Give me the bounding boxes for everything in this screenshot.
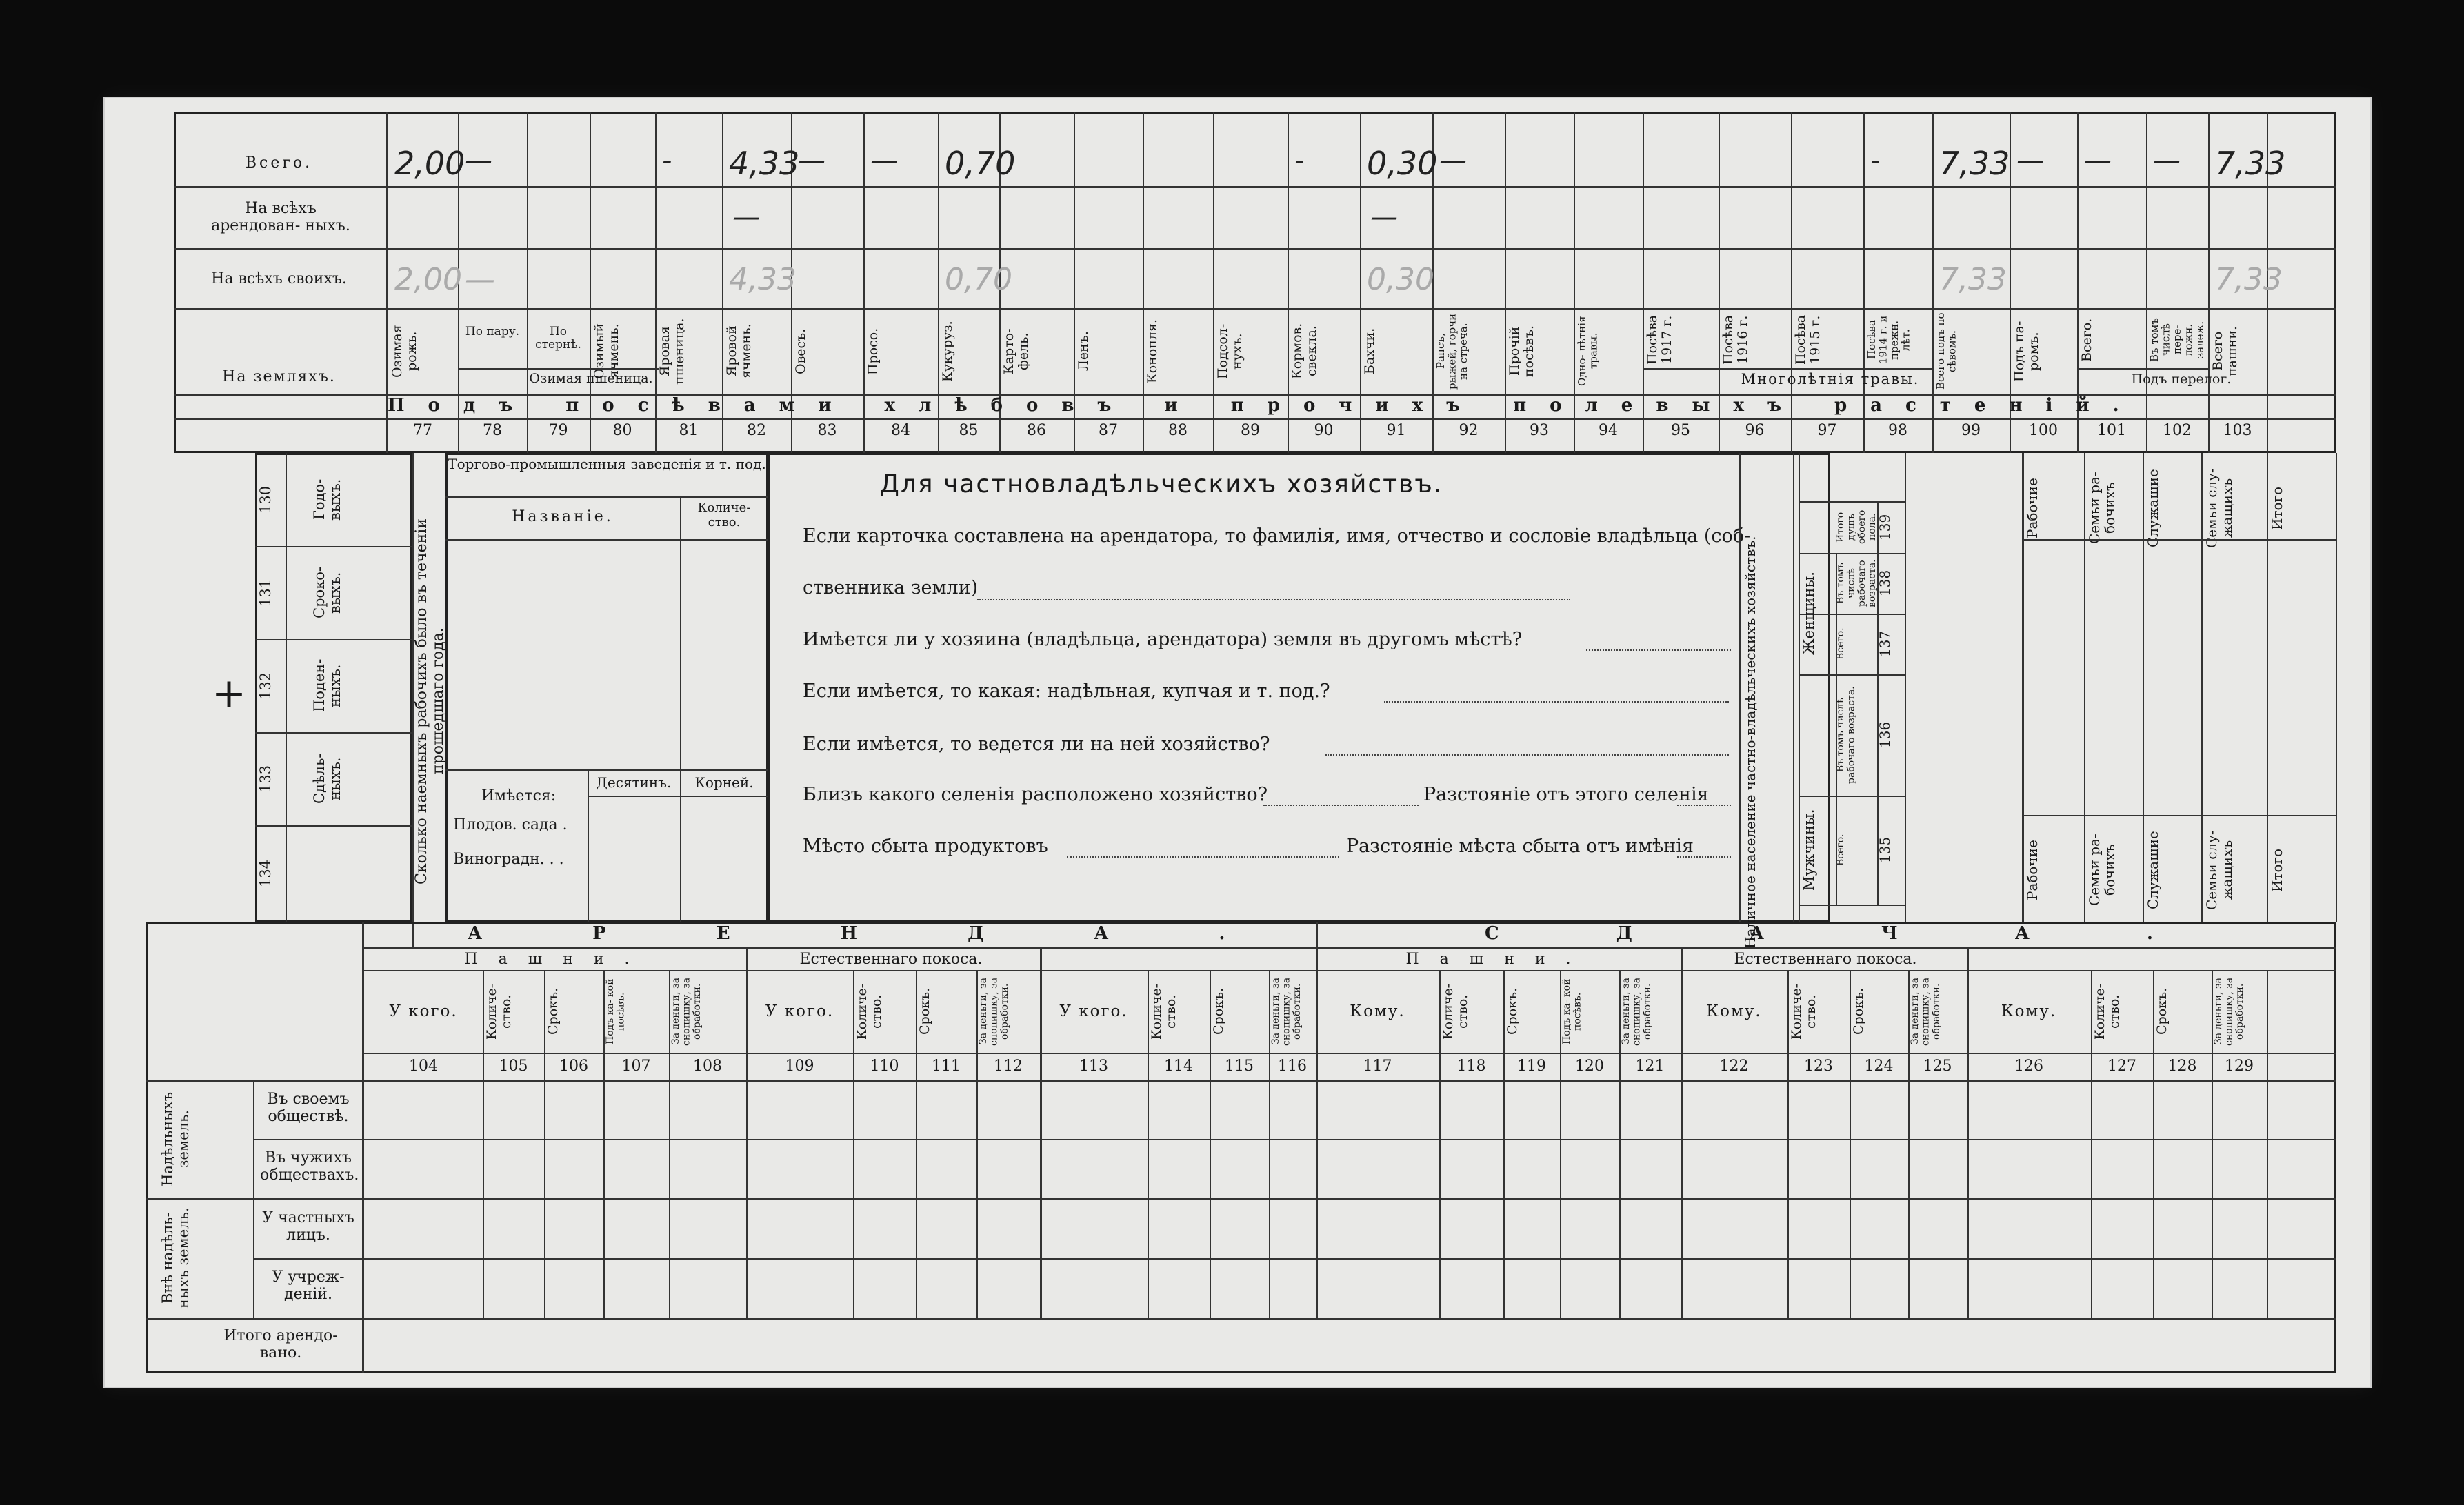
crop-col-label: Всего пашни. [2210, 325, 2240, 377]
lease-head: За деньги, за снопишку, за обработки. [670, 977, 703, 1046]
crop-col-label: Бахчи. [1362, 327, 1377, 375]
pop-cat-top: Семьи слу- жащихъ [2203, 468, 2235, 548]
lease-head: Подъ ка- кой посѣвъ. [605, 978, 627, 1044]
crop-col-number: 97 [1817, 422, 1837, 439]
pop-number: 138 [1876, 569, 1893, 597]
lease-head: Кому. [1706, 1002, 1762, 1020]
lease-number: 123 [1804, 1058, 1833, 1075]
trade-title: Торгово-промышленныя заведенія и т. под. [448, 456, 766, 472]
crop-col-label: Посѣва 1916 г. [1721, 314, 1750, 365]
crop-col-number: 92 [1459, 422, 1479, 439]
trade-korney: Корней. [694, 774, 754, 791]
pop-number: 135 [1876, 836, 1893, 864]
trade-qty-col: Количе- ство. [697, 501, 751, 529]
private-q6b: Разстояніе мѣста сбыта отъ имѣнія [1346, 836, 1694, 857]
handwritten-vsego: - [662, 145, 672, 176]
pop-cat-line [2143, 453, 2144, 922]
pop-cat-line [2022, 539, 2336, 541]
crop-col-number: 94 [1599, 422, 1618, 439]
row-label-arend: На всѣхъ арендован- ныхъ. [211, 200, 350, 235]
pop-row-label: Всего. [1835, 834, 1846, 867]
lease-head: Срокъ. [2154, 987, 2170, 1036]
lease-head: Кому. [1350, 1002, 1405, 1020]
crop-col-number: 102 [2163, 422, 2192, 439]
private-q2: Имѣется ли у хозяина (владѣльца, арендатора) земля въ другомъ мѣстѣ? [803, 629, 1523, 650]
crop-col-number: 93 [1530, 422, 1549, 439]
handwritten-vsego: — [1439, 145, 1467, 176]
crop-col-number: 84 [891, 422, 910, 439]
handwritten-svoih: 4,33 [729, 262, 797, 297]
lease-number: 119 [1517, 1058, 1546, 1075]
private-title: Для частновладѣльческихъ хозяйствъ. [879, 470, 1443, 498]
lease-number: 122 [1719, 1058, 1749, 1075]
lease-row-1: Въ чужихъ обществахъ. [260, 1149, 359, 1184]
private-q6a: Мѣсто сбыта продуктовъ [803, 836, 1048, 857]
hired-workers-title: Сколько наемныхъ рабочихъ было въ теченіи прошедшаго года. [412, 453, 462, 949]
lease-head: У кого. [389, 1002, 458, 1020]
lease-head: Срокъ. [1211, 987, 1226, 1036]
handwritten-vsego: — [870, 145, 898, 176]
crop-col-label: Подъ па- ромъ. [2012, 321, 2041, 382]
lease-head: Кому. [2001, 1002, 2057, 1020]
crop-col-number: 89 [1241, 422, 1260, 439]
crop-col-label: Озимая рожь. [390, 325, 419, 378]
lease-number: 128 [2167, 1058, 2197, 1075]
crop-col-number: 91 [1386, 422, 1406, 439]
crop-col-label: Яровая пшеница. [657, 318, 687, 385]
pop-number: 139 [1876, 514, 1893, 541]
hired-label: Сдѣль- ныхъ. [311, 753, 344, 805]
pop-cat-top: Рабочие [2024, 478, 2041, 538]
lease-number: 120 [1575, 1058, 1604, 1075]
handwritten-vsego: 7,33 [2215, 145, 2286, 182]
lease-number: 121 [1635, 1058, 1665, 1075]
crop-col-number: 87 [1099, 422, 1118, 439]
row-label-zemlyah: На земляхъ. [222, 368, 336, 385]
population-title: Наличное население частно-владѣльческихъ хозяйствъ. [1742, 536, 1759, 949]
crop-col-label: Яровой ячмень. [724, 323, 754, 379]
group-pod-posevami: Подъ посѣвами хлѣбовъ и прочихъ полевыхъ растеній. [388, 395, 2143, 416]
lease-number: 106 [559, 1058, 588, 1075]
lease-row-2: У частныхъ лицъ. [262, 1209, 354, 1244]
handwritten-vsego: — [798, 145, 825, 176]
crop-col-number: 101 [2097, 422, 2126, 439]
crop-col-number: 81 [679, 422, 699, 439]
hired-label: Сроко- выхъ. [311, 566, 344, 619]
pop-cat-line [2336, 453, 2337, 922]
crop-col-line [2208, 112, 2210, 453]
handwritten-vsego: 2,00 [394, 145, 465, 182]
lease-head: Количе- ство. [1149, 983, 1179, 1040]
crop-col-number: 90 [1314, 422, 1334, 439]
pop-cat-top: Семьи ра- бочихъ [2086, 472, 2118, 545]
crop-col-number: 80 [612, 422, 632, 439]
crop-col-number: 82 [747, 422, 766, 439]
arenda-pashni: Пашни. [464, 951, 650, 968]
lease-number: 116 [1278, 1058, 1307, 1075]
hired-mark: + [211, 669, 247, 718]
pop-cat-line [2201, 453, 2203, 922]
lease-col-line [1681, 970, 1683, 1318]
handwritten-vsego: 0,70 [945, 145, 1016, 182]
handwritten-vsego: — [2016, 145, 2044, 176]
trade-name-col: Названіе. [512, 508, 614, 525]
crop-col-label: Ленъ. [1076, 331, 1091, 372]
crop-col-label: Рапсъ, рыжей, горчи на стреча. [1434, 313, 1470, 390]
lease-number: 109 [785, 1058, 814, 1075]
crop-col-label: Посѣва 1914 г. и прежн. лѣт. [1865, 315, 1912, 365]
pop-cat-top: Итого [2269, 486, 2285, 530]
lease-row-4: Итого арендо- вано. [223, 1327, 338, 1362]
subgroup-line [2077, 368, 2208, 370]
lease-number: 104 [409, 1058, 438, 1075]
group-perelog: Подъ перелог. [2131, 372, 2232, 387]
trade-desyatin: Десятинъ. [596, 774, 672, 791]
pop-cat-line [2084, 453, 2085, 922]
handwritten-svoih: 2,00 [394, 262, 462, 297]
lease-number: 127 [2107, 1058, 2136, 1075]
trade-imeetsya: Имѣется: [481, 787, 557, 805]
lease-head: За деньги, за снопишку, за обработки. [1910, 977, 1942, 1046]
handwritten-svoih: 7,33 [1939, 262, 2007, 297]
lease-number: 125 [1923, 1058, 1952, 1075]
lease-number: 124 [1864, 1058, 1894, 1075]
lease-head: Количе- ство. [484, 983, 514, 1040]
lease-head: Срокъ. [1851, 987, 1866, 1036]
pop-cat-line [2022, 815, 2336, 816]
crop-col-number: 103 [2223, 422, 2252, 439]
hired-label: Годо- выхъ. [311, 478, 344, 521]
handwritten-vsego: - [1294, 145, 1305, 176]
crop-col-number: 95 [1671, 422, 1690, 439]
row-label-svoih: На всѣхъ своихъ. [211, 270, 347, 287]
hired-number: 133 [257, 765, 274, 793]
lease-number: 107 [621, 1058, 651, 1075]
pop-cat-bottom: Рабочие [2024, 840, 2041, 900]
crop-col-label: Просо. [865, 327, 881, 375]
pop-cat-bottom: Служащие [2145, 831, 2161, 909]
hired-number: 131 [257, 578, 274, 607]
crop-col-label: По стернѣ. [535, 325, 581, 352]
lease-row-0: Въ своемъ обществѣ. [267, 1091, 350, 1126]
handwritten-svoih: 0,70 [945, 262, 1012, 297]
sdacha-title: СДАЧА. [1485, 923, 2270, 944]
handwritten-vsego: - [1870, 145, 1881, 176]
private-q4: Если имѣется, то ведется ли на ней хозяйство? [803, 734, 1270, 755]
lease-head: Количе- ство. [1789, 983, 1819, 1040]
sdacha-pokosa: Естественнаго покоса. [1734, 951, 1917, 968]
private-q3: Если имѣется, то какая: надѣльная, купчая и т. под.? [803, 680, 1330, 702]
pop-row-label: Въ томъ числѣ рабочаго возраста. [1835, 686, 1857, 784]
lease-head: За деньги, за снопишку, за обработки. [2213, 977, 2245, 1046]
group-mnogolet: Многолѣтнія травы. [1741, 371, 1920, 387]
crop-col-label: Всего. [2079, 318, 2094, 362]
lease-row-group1: Надѣльныхъ земель. [159, 1091, 192, 1186]
crop-col-number: 79 [548, 422, 568, 439]
lease-number: 110 [870, 1058, 899, 1075]
handwritten-vsego: 7,33 [1939, 145, 2010, 182]
crop-col-number: 83 [817, 422, 837, 439]
pop-line [1905, 453, 1906, 922]
crop-col-label: Овесъ. [793, 328, 808, 374]
handwritten-arend: — [1370, 201, 1398, 233]
lease-row-group2: Внѣ надѣль- ныхъ земель. [159, 1207, 192, 1309]
pop-line [1799, 453, 1800, 922]
handwritten-vsego: 0,30 [1367, 145, 1438, 182]
crop-col-number: 98 [1888, 422, 1907, 439]
arenda-title: АРЕНДА. [468, 923, 1336, 944]
lease-number: 126 [2014, 1058, 2043, 1075]
crop-col-number: 88 [1168, 422, 1188, 439]
lease-row-3: У учреж- деній. [272, 1269, 345, 1304]
row-label-vsego: Всего. [245, 154, 313, 172]
crop-col-number: 96 [1745, 422, 1765, 439]
crop-col-label: Посѣва 1917 г. [1645, 314, 1674, 365]
pop-cat-bottom: Семьи ра- бочихъ [2086, 834, 2118, 907]
lease-number: 117 [1363, 1058, 1392, 1075]
lease-head: Срокъ. [917, 987, 932, 1036]
trade-vinograd: Виноградн. . . [453, 851, 564, 868]
lease-number: 111 [932, 1058, 961, 1075]
lease-col-line [1040, 947, 1042, 970]
crop-col-label: Озимый ячмень. [592, 323, 621, 380]
pop-row-label: Въ томъ числѣ рабочаго возраста. [1835, 559, 1879, 607]
crop-col-label: Подсол- нухъ. [1215, 323, 1245, 379]
handwritten-vsego: — [2153, 145, 2181, 176]
lease-head: У кого. [765, 1002, 834, 1020]
lease-head: Количе- ство. [854, 983, 884, 1040]
lease-col-line [746, 970, 748, 1318]
lease-number: 115 [1225, 1058, 1254, 1075]
crop-col-label: Одно- лѣтнія травы. [1576, 316, 1600, 387]
lease-head: У кого. [1059, 1002, 1128, 1020]
pop-number: 137 [1876, 630, 1893, 658]
handwritten-vsego: — [465, 145, 492, 176]
lease-head: За деньги, за снопишку, за обработки. [1270, 977, 1303, 1046]
lease-col-line [2267, 970, 2268, 1318]
pop-cat-bottom: Семьи слу- жащихъ [2203, 830, 2235, 910]
lease-head: За деньги, за снопишку, за обработки. [978, 977, 1010, 1046]
lease-number: 118 [1456, 1058, 1486, 1075]
pop-zhenshchiny: Женщины. [1801, 572, 1817, 656]
crop-col-number: 78 [483, 422, 502, 439]
subgroup-line [1643, 368, 1932, 370]
pop-muzhchiny: Мужчины. [1801, 809, 1817, 891]
arenda-pokosa: Естественнаго покоса. [799, 951, 983, 968]
pop-row-line [1799, 905, 1905, 906]
hired-col-line [286, 453, 287, 922]
lease-number: 114 [1164, 1058, 1193, 1075]
lease-col-line [1040, 970, 1042, 1318]
lease-head: За деньги, за снопишку, за обработки. [1621, 977, 1653, 1046]
pop-row-label: Всего. [1835, 627, 1846, 660]
private-q1a: Если карточка составлена на арендатора, то фамилія, имя, отчество и сословіе владѣльца (соб- [803, 525, 1751, 547]
handwritten-arend: — [732, 201, 760, 233]
crop-col-label: Всего подъ по сѣвомъ. [1934, 312, 1959, 390]
lease-number: 108 [693, 1058, 722, 1075]
handwritten-svoih: 0,30 [1367, 262, 1434, 297]
handwritten-vsego: — [2084, 145, 2112, 176]
lease-head: Подъ ка- кой посѣвъ. [1561, 978, 1583, 1044]
hired-number: 134 [257, 859, 274, 888]
lease-head: Количе- ство. [1441, 983, 1470, 1040]
pop-line [1877, 501, 1879, 905]
crop-col-label: Прочій посѣвъ. [1507, 325, 1536, 378]
pop-row-label: Итого душъ обоего пола. [1835, 509, 1879, 545]
crop-col-number: 100 [2029, 422, 2058, 439]
lease-number: 112 [994, 1058, 1023, 1075]
lease-number: 113 [1079, 1058, 1108, 1075]
pop-cat-top: Служащие [2145, 469, 2161, 547]
private-q5b: Разстояніе отъ этого селенія [1423, 784, 1709, 805]
crop-col-label: Карто- фель. [1001, 328, 1031, 374]
crop-col-label: По пару. [465, 325, 520, 339]
crop-col-number: 86 [1027, 422, 1046, 439]
lease-col-line [1967, 970, 1969, 1318]
lease-head: Срокъ. [1505, 987, 1520, 1036]
lease-head: Количе- ство. [2092, 983, 2122, 1040]
group-ozimaya-pshenitsa: Озимая пшеница. [529, 371, 653, 386]
crop-col-number: 77 [413, 422, 432, 439]
private-q5a: Близъ какого селенія расположено хозяйство? [803, 784, 1268, 805]
crop-col-number: 85 [959, 422, 979, 439]
crop-col-label: Посѣва 1915 г. [1793, 314, 1823, 365]
lease-number: 105 [499, 1058, 528, 1075]
crop-col-number: 99 [1961, 422, 1981, 439]
subgroup-line [458, 368, 659, 370]
crop-col-label: Въ томъ числѣ пере- ложн. залеж. [2148, 318, 2206, 362]
hired-number: 130 [257, 485, 274, 514]
handwritten-svoih: 7,33 [2215, 262, 2283, 297]
pop-line [1836, 553, 1837, 905]
pop-number: 136 [1876, 721, 1893, 749]
crop-col-label: Кормов. свекла. [1290, 323, 1319, 380]
crop-col-line [2146, 112, 2147, 453]
sdacha-pashni: Пашни. [1405, 951, 1592, 968]
pop-cat-line [2267, 453, 2268, 922]
handwritten-vsego: 4,33 [729, 145, 800, 182]
private-q1b: ственника земли) [803, 577, 979, 598]
handwritten-svoih: — [465, 262, 495, 297]
pop-cat-bottom: Итого [2269, 848, 2285, 892]
census-card [103, 97, 2372, 1388]
crop-col-label: Конопля. [1145, 319, 1160, 384]
hired-number: 132 [257, 671, 274, 700]
trade-plodov: Плодов. сада . [453, 816, 568, 834]
crop-col-label: Кукуруз. [940, 321, 955, 382]
lease-head: Срокъ. [545, 987, 561, 1036]
hired-label: Поден- ныхъ. [311, 658, 344, 713]
lease-number: 129 [2225, 1058, 2254, 1075]
